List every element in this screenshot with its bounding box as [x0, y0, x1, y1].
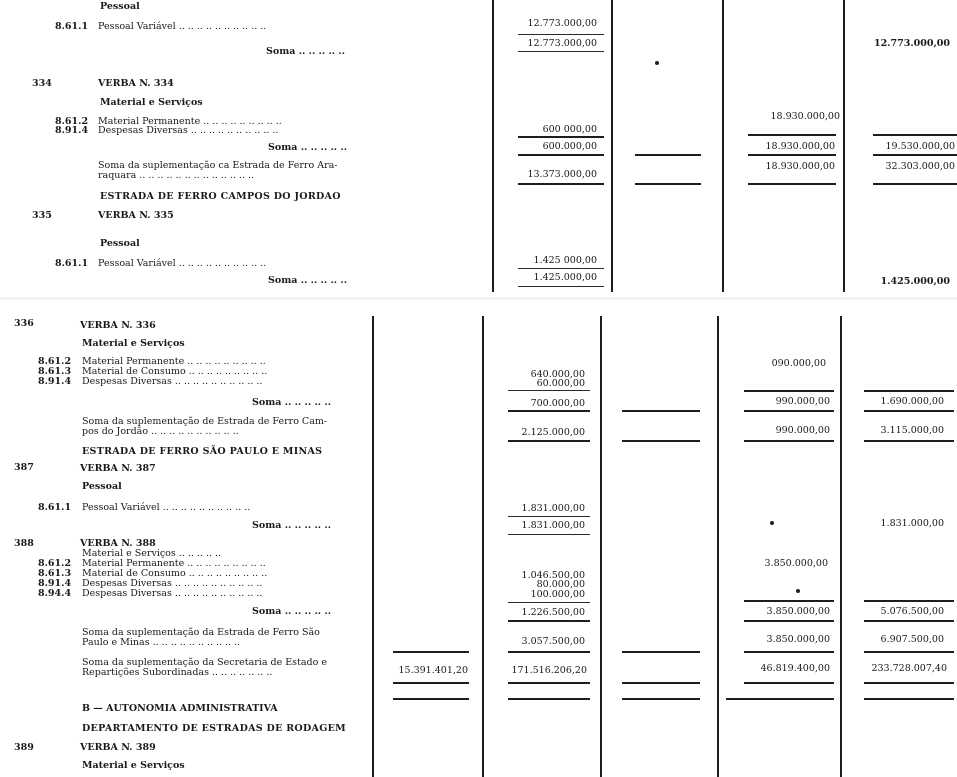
verba-title: VERBA N. 334 — [98, 78, 174, 89]
heading-material-servicos: Material e Serviços — [100, 97, 203, 108]
soma-suplementacao-line2: raquara .. .. .. .. .. .. .. .. .. .. .. .. .. — [98, 170, 255, 181]
soma-label: Soma .. .. .. .. .. — [268, 142, 348, 153]
rule — [864, 682, 954, 684]
rule — [508, 534, 590, 535]
soma-suplementacao-line1: Soma da suplementação da Estrada de Ferro São — [82, 627, 320, 638]
item-code: 8.61.1 — [55, 21, 89, 32]
amount: 1.425.000,00 — [533, 272, 597, 283]
amount: 18.930.000,00 — [765, 161, 835, 172]
column-rule — [372, 316, 374, 777]
heading-departamento: DEPARTAMENTO DE ESTRADAS DE RODAGEM — [82, 723, 346, 734]
rule — [748, 183, 836, 185]
amount: 3.850.000,00 — [766, 634, 830, 645]
amount-total: 1.690.000,00 — [880, 396, 944, 407]
item-label: Despesas Diversas .. .. .. .. .. .. .. .. .. .. — [82, 376, 263, 387]
rule — [864, 698, 954, 700]
rule — [622, 682, 700, 684]
amount: 990.000,00 — [775, 425, 830, 436]
rule — [518, 51, 604, 52]
rule — [622, 651, 700, 653]
column-rule — [611, 0, 613, 292]
item-label: Despesas Diversas .. .. .. .. .. .. .. .. .. .. — [82, 588, 263, 599]
rule — [744, 440, 834, 442]
amount: 171.516.206,20 — [511, 665, 587, 676]
heading-pessoal: Pessoal — [82, 481, 122, 492]
verba-number: 336 — [14, 318, 34, 329]
amount: 46.819.400,00 — [760, 663, 830, 674]
heading-material-servicos: Material e Serviços .. .. .. .. .. — [82, 548, 222, 559]
item-code: 8.91.4 — [38, 376, 72, 387]
item-code: 8.61.3 — [38, 568, 72, 579]
amount: 3.850.000,00 — [766, 606, 830, 617]
column-rule — [600, 316, 602, 777]
rule — [393, 698, 469, 700]
rule — [508, 516, 590, 517]
column-rule — [840, 316, 842, 777]
rule — [393, 682, 469, 684]
item-code: 8.61.3 — [38, 366, 72, 377]
ink-spot — [770, 521, 774, 525]
soma-label: Soma .. .. .. .. .. — [252, 520, 332, 531]
verba-title: VERBA N. 335 — [98, 210, 174, 221]
rule — [744, 600, 834, 602]
rule — [748, 154, 836, 156]
amount: 13.373.000,00 — [527, 169, 597, 180]
rule — [748, 134, 836, 136]
verba-number: 335 — [32, 210, 52, 221]
rule — [518, 154, 604, 156]
rule — [518, 286, 604, 287]
amount-total: 233.728.007,40 — [871, 663, 947, 674]
amount: 990.000,00 — [775, 396, 830, 407]
amount: 3.850.000,00 — [764, 558, 828, 569]
rule — [744, 390, 834, 392]
amount: 700.000,00 — [530, 398, 585, 409]
verba-title: VERBA N. 387 — [80, 463, 156, 474]
amount: 3.057.500,00 — [521, 636, 585, 647]
amount: 60.000,00 — [536, 378, 585, 389]
column-rule — [482, 316, 484, 777]
rule — [864, 651, 954, 653]
rule — [864, 620, 954, 622]
amount: 15.391.401,20 — [398, 665, 468, 676]
rule — [864, 600, 954, 602]
amount: 1.831.000,00 — [521, 503, 585, 514]
verba-number: 387 — [14, 462, 34, 473]
rule — [726, 698, 834, 700]
item-code: 8.91.4 — [55, 125, 89, 136]
amount-total: 12.773.000,00 — [873, 38, 950, 49]
soma-label: Soma .. .. .. .. .. — [268, 275, 348, 286]
heading-pessoal: Pessoal — [100, 238, 140, 249]
amount: 1.425 000,00 — [533, 255, 597, 266]
rule — [518, 183, 604, 185]
amount: 090.000,00 — [771, 358, 826, 369]
item-label: Material de Consumo .. .. .. .. .. .. .. .. .. — [82, 366, 268, 377]
rule — [393, 651, 469, 653]
amount-total: 6.907.500,00 — [880, 634, 944, 645]
soma-label: Soma .. .. .. .. .. — [252, 397, 332, 408]
amount: 18.930.000,00 — [765, 141, 835, 152]
ink-spot — [655, 61, 659, 65]
amount: 100.000,00 — [530, 589, 585, 600]
item-label: Material Permanente .. .. .. .. .. .. .. .. .. — [82, 558, 266, 569]
verba-number: 388 — [14, 538, 34, 549]
heading-railway: ESTRADA DE FERRO SÃO PAULO E MINAS — [82, 446, 323, 457]
rule — [864, 410, 954, 412]
rule — [873, 154, 957, 156]
amount: 600 000,00 — [542, 124, 597, 135]
rule — [622, 698, 700, 700]
heading-railway: ESTRADA DE FERRO CAMPOS DO JORDAO — [100, 191, 341, 202]
verba-title: VERBA N. 336 — [80, 320, 156, 331]
rule — [744, 410, 834, 412]
heading-pessoal: Pessoal — [100, 1, 140, 12]
soma-suplementacao-line2: Paulo e Minas .. .. .. .. .. .. .. .. .. .. — [82, 637, 241, 648]
soma-suplementacao-line1: Soma da suplementação da Secretaria de Estado e — [82, 657, 327, 668]
rule — [518, 34, 604, 35]
column-rule — [843, 0, 845, 292]
verba-title: VERBA N. 389 — [80, 742, 156, 753]
amount-total: 1.831.000,00 — [880, 518, 944, 529]
soma-suplementacao-line2: pos do Jordão .. .. .. .. .. .. .. .. .. .. — [82, 426, 239, 437]
item-label: Material Permanente .. .. .. .. .. .. .. .. .. — [82, 356, 266, 367]
rule — [518, 268, 604, 269]
rule — [635, 183, 701, 185]
amount: 18.930.000,00 — [770, 111, 840, 122]
rule — [508, 440, 590, 442]
rule — [508, 410, 590, 412]
rule — [873, 183, 957, 185]
amount: 12.773.000,00 — [527, 18, 597, 29]
soma-suplementacao-line1: Soma da suplementação de Estrada de Ferro Cam- — [82, 416, 328, 427]
amount: 1.831.000,00 — [521, 520, 585, 531]
rule — [873, 134, 957, 136]
page-seam — [0, 297, 957, 300]
item-code: 8.61.1 — [38, 502, 72, 513]
rule — [744, 682, 834, 684]
item-code: 8.91.4 — [38, 578, 72, 589]
item-label: Material de Consumo .. .. .. .. .. .. .. .. .. — [82, 568, 268, 579]
soma-label: Soma .. .. .. .. .. — [266, 46, 346, 57]
item-label: Material Permanente .. .. .. .. .. .. .. .. .. — [98, 116, 282, 127]
soma-suplementacao-line2: Repartições Subordinadas .. .. .. .. .. .. .. — [82, 667, 273, 678]
item-label: Pessoal Variável .. .. .. .. .. .. .. .. .. .. — [82, 502, 251, 513]
amount: 640.000,00 — [530, 369, 585, 380]
rule — [508, 620, 590, 622]
verba-number: 389 — [14, 742, 34, 753]
item-label: Despesas Diversas .. .. .. .. .. .. .. .. .. .. — [98, 125, 279, 136]
heading-material-servicos: Material e Serviços — [82, 338, 185, 349]
soma-label: Soma .. .. .. .. .. — [252, 606, 332, 617]
verba-title: VERBA N. 388 — [80, 538, 156, 549]
soma-suplementacao-line1: Soma da suplementação ca Estrada de Ferro Ara- — [98, 160, 338, 171]
rule — [635, 154, 701, 156]
item-label: Pessoal Variável .. .. .. .. .. .. .. .. .. .. — [98, 21, 267, 32]
rule — [508, 390, 590, 391]
rule — [622, 410, 700, 412]
item-code: 8.61.1 — [55, 258, 89, 269]
rule — [508, 602, 590, 603]
verba-number: 334 — [32, 78, 52, 89]
amount: 80.000,00 — [536, 579, 585, 590]
item-code: 8.94.4 — [38, 588, 72, 599]
column-rule — [492, 0, 494, 292]
rule — [744, 620, 834, 622]
rule — [518, 136, 604, 138]
heading-autonomia: B — AUTONOMIA ADMINISTRATIVA — [82, 703, 278, 714]
amount: 1.226.500,00 — [521, 607, 585, 618]
item-code: 8.61.2 — [55, 116, 89, 127]
amount-total: 1.425.000,00 — [880, 276, 950, 287]
amount: 2.125.000,00 — [521, 427, 585, 438]
item-label: Pessoal Variável .. .. .. .. .. .. .. .. .. .. — [98, 258, 267, 269]
column-rule — [722, 0, 724, 292]
heading-material-servicos: Material e Serviços — [82, 760, 185, 771]
rule — [508, 682, 590, 684]
ink-spot — [796, 589, 800, 593]
rule — [622, 440, 700, 442]
amount: 12.773.000,00 — [527, 38, 597, 49]
amount: 600.000,00 — [542, 141, 597, 152]
rule — [744, 651, 834, 653]
amount-total: 5.076.500,00 — [880, 606, 944, 617]
rule — [864, 390, 954, 392]
rule — [508, 698, 590, 700]
item-code: 8.61.2 — [38, 356, 72, 367]
rule — [508, 651, 590, 653]
item-code: 8.61.2 — [38, 558, 72, 569]
item-label: Despesas Diversas .. .. .. .. .. .. .. .. .. .. — [82, 578, 263, 589]
amount-total: 3.115.000,00 — [880, 425, 944, 436]
column-rule — [717, 316, 719, 777]
rule — [864, 440, 954, 442]
amount-total: 19.530.000,00 — [885, 141, 955, 152]
amount: 1.046.500,00 — [521, 570, 585, 581]
amount-total: 32.303.000,00 — [885, 161, 955, 172]
